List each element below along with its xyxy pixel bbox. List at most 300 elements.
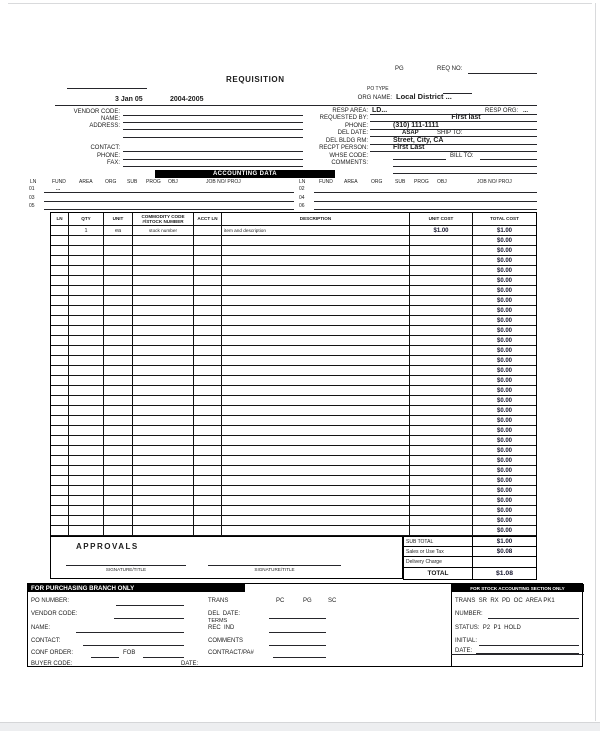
item-cell-qty[interactable] bbox=[69, 466, 104, 476]
item-cell-unit-cost[interactable] bbox=[410, 286, 473, 296]
item-cell-qty[interactable] bbox=[69, 336, 104, 346]
item-cell-total-cost[interactable]: $0.00 bbox=[473, 426, 536, 436]
po-number-field[interactable] bbox=[116, 605, 184, 606]
item-cell-qty[interactable] bbox=[69, 266, 104, 276]
item-cell-ln[interactable] bbox=[51, 266, 69, 276]
acct-col-area-left: AREA bbox=[79, 179, 93, 185]
item-cell-unit[interactable] bbox=[104, 246, 133, 256]
item-cell-unit[interactable] bbox=[104, 256, 133, 266]
item-cell-acct-ln[interactable] bbox=[194, 406, 222, 416]
item-cell-commodity[interactable] bbox=[133, 476, 194, 486]
item-cell-total-cost[interactable]: $0.00 bbox=[473, 446, 536, 456]
item-cell-acct-ln[interactable] bbox=[194, 456, 222, 466]
item-row bbox=[51, 326, 536, 336]
item-cell-unit[interactable] bbox=[104, 326, 133, 336]
item-cell-ln[interactable] bbox=[51, 276, 69, 286]
item-cell-ln[interactable] bbox=[51, 236, 69, 246]
item-cell-description[interactable] bbox=[222, 236, 410, 246]
acct-col-fund-left: FUND bbox=[52, 179, 66, 185]
item-cell-ln[interactable] bbox=[51, 446, 69, 456]
pb-contact-field[interactable] bbox=[83, 645, 184, 646]
item-cell-acct-ln[interactable] bbox=[194, 246, 222, 256]
item-cell-unit[interactable] bbox=[104, 476, 133, 486]
item-cell-commodity[interactable] bbox=[133, 306, 194, 316]
item-cell-commodity[interactable] bbox=[133, 356, 194, 366]
item-cell-unit[interactable] bbox=[104, 446, 133, 456]
item-cell-qty[interactable] bbox=[69, 246, 104, 256]
item-cell-acct-ln[interactable] bbox=[194, 296, 222, 306]
item-cell-unit[interactable] bbox=[104, 376, 133, 386]
item-cell-unit-cost[interactable] bbox=[410, 396, 473, 406]
item-cell-qty[interactable] bbox=[69, 396, 104, 406]
item-cell-ln[interactable] bbox=[51, 336, 69, 346]
item-cell-qty[interactable] bbox=[69, 486, 104, 496]
item-cell-ln[interactable] bbox=[51, 416, 69, 426]
comments-field-1[interactable] bbox=[393, 166, 537, 167]
item-cell-unit-cost[interactable] bbox=[410, 336, 473, 346]
delivery-charge-value[interactable] bbox=[473, 557, 536, 568]
item-cell-qty[interactable] bbox=[69, 296, 104, 306]
trans-code-sc[interactable]: SC bbox=[328, 598, 337, 604]
trans-code-pg[interactable]: PG bbox=[303, 598, 312, 604]
item-cell-unit[interactable] bbox=[104, 496, 133, 506]
item-cell-acct-ln[interactable] bbox=[194, 476, 222, 486]
item-cell-description[interactable] bbox=[222, 496, 410, 506]
item-cell-acct-ln[interactable] bbox=[194, 386, 222, 396]
item-cell-total-cost[interactable]: $0.00 bbox=[473, 396, 536, 406]
item-cell-ln[interactable] bbox=[51, 326, 69, 336]
item-cell-unit-cost[interactable] bbox=[410, 516, 473, 526]
item-cell-qty[interactable] bbox=[69, 326, 104, 336]
item-row bbox=[51, 226, 536, 236]
item-cell-ln[interactable] bbox=[51, 496, 69, 506]
item-cell-total-cost[interactable]: $0.00 bbox=[473, 266, 536, 276]
item-cell-qty[interactable] bbox=[69, 476, 104, 486]
item-cell-commodity[interactable] bbox=[133, 236, 194, 246]
item-cell-unit-cost[interactable] bbox=[410, 446, 473, 456]
item-cell-description[interactable] bbox=[222, 276, 410, 286]
item-cell-commodity[interactable] bbox=[133, 446, 194, 456]
item-cell-total-cost[interactable]: $0.00 bbox=[473, 306, 536, 316]
bill-to-field[interactable] bbox=[480, 159, 537, 160]
item-cell-commodity[interactable] bbox=[133, 276, 194, 286]
item-cell-acct-ln[interactable] bbox=[194, 516, 222, 526]
item-cell-unit[interactable] bbox=[104, 266, 133, 276]
item-cell-total-cost[interactable]: $0.00 bbox=[473, 256, 536, 266]
item-cell-commodity[interactable] bbox=[133, 386, 194, 396]
item-cell-ln[interactable] bbox=[51, 246, 69, 256]
item-cell-unit[interactable] bbox=[104, 396, 133, 406]
item-cell-acct-ln[interactable] bbox=[194, 466, 222, 476]
item-cell-description[interactable] bbox=[222, 286, 410, 296]
item-cell-unit[interactable] bbox=[104, 506, 133, 516]
item-cell-total-cost[interactable]: $0.00 bbox=[473, 366, 536, 376]
item-cell-unit[interactable] bbox=[104, 526, 133, 536]
item-cell-unit[interactable] bbox=[104, 316, 133, 326]
item-cell-unit-cost[interactable] bbox=[410, 426, 473, 436]
item-cell-unit[interactable] bbox=[104, 456, 133, 466]
item-cell-commodity[interactable] bbox=[133, 296, 194, 306]
req-no-field[interactable] bbox=[468, 73, 537, 74]
item-cell-unit-cost[interactable] bbox=[410, 506, 473, 516]
contract-pa-field[interactable] bbox=[273, 657, 326, 658]
item-cell-unit-cost[interactable] bbox=[410, 386, 473, 396]
purchasing-branch-bar bbox=[28, 584, 245, 592]
acct-line-05[interactable] bbox=[44, 209, 294, 210]
item-cell-description[interactable] bbox=[222, 326, 410, 336]
item-cell-commodity[interactable] bbox=[133, 466, 194, 476]
item-cell-unit[interactable] bbox=[104, 436, 133, 446]
item-cell-qty[interactable] bbox=[69, 316, 104, 326]
item-cell-commodity[interactable] bbox=[133, 316, 194, 326]
item-cell-commodity[interactable] bbox=[133, 526, 194, 536]
item-cell-description[interactable] bbox=[222, 266, 410, 276]
item-cell-total-cost[interactable]: $0.00 bbox=[473, 466, 536, 476]
item-cell-total-cost[interactable]: $0.00 bbox=[473, 406, 536, 416]
trans-code-pc[interactable]: PC bbox=[276, 598, 285, 604]
item-cell-total-cost[interactable]: $0.00 bbox=[473, 356, 536, 366]
item-cell-total-cost[interactable]: $0.00 bbox=[473, 476, 536, 486]
item-cell-description[interactable] bbox=[222, 476, 410, 486]
item-cell-commodity[interactable] bbox=[133, 456, 194, 466]
item-cell-total-cost[interactable]: $0.00 bbox=[473, 236, 536, 246]
item-cell-ln[interactable] bbox=[51, 466, 69, 476]
item-cell-qty[interactable] bbox=[69, 346, 104, 356]
stock-initial-label: INITIAL: bbox=[455, 638, 478, 644]
item-cell-qty[interactable] bbox=[69, 526, 104, 536]
item-cell-unit-cost[interactable] bbox=[410, 456, 473, 466]
item-cell-acct-ln[interactable] bbox=[194, 236, 222, 246]
item-cell-unit[interactable]: ea bbox=[104, 226, 133, 236]
item-cell-description[interactable] bbox=[222, 516, 410, 526]
header-blank-field[interactable] bbox=[67, 88, 147, 89]
item-cell-unit[interactable] bbox=[104, 386, 133, 396]
vendor-contact-field[interactable] bbox=[123, 151, 303, 152]
item-cell-unit-cost[interactable] bbox=[410, 346, 473, 356]
item-cell-unit-cost[interactable] bbox=[410, 436, 473, 446]
item-cell-description[interactable] bbox=[222, 336, 410, 346]
item-cell-unit[interactable] bbox=[104, 426, 133, 436]
item-cell-description[interactable] bbox=[222, 386, 410, 396]
item-cell-total-cost[interactable]: $0.00 bbox=[473, 326, 536, 336]
stock-initial-field[interactable] bbox=[479, 645, 579, 646]
pb-comments-field[interactable] bbox=[269, 645, 326, 646]
item-cell-commodity[interactable] bbox=[133, 516, 194, 526]
item-cell-unit-cost[interactable] bbox=[410, 356, 473, 366]
item-cell-ln[interactable] bbox=[51, 476, 69, 486]
item-cell-total-cost[interactable]: $0.00 bbox=[473, 486, 536, 496]
item-cell-unit[interactable] bbox=[104, 276, 133, 286]
item-cell-description[interactable] bbox=[222, 456, 410, 466]
acct-line-04[interactable] bbox=[314, 201, 537, 202]
item-cell-description[interactable] bbox=[222, 246, 410, 256]
item-cell-total-cost[interactable]: $0.00 bbox=[473, 526, 536, 536]
item-cell-unit[interactable] bbox=[104, 366, 133, 376]
item-cell-commodity[interactable] bbox=[133, 506, 194, 516]
item-cell-qty[interactable] bbox=[69, 496, 104, 506]
item-cell-unit-cost[interactable] bbox=[410, 256, 473, 266]
stock-accounting-title: FOR STOCK ACCOUNTING SECTION ONLY bbox=[470, 585, 565, 591]
item-cell-qty[interactable]: 1 bbox=[69, 226, 104, 236]
item-cell-commodity[interactable] bbox=[133, 326, 194, 336]
item-cell-unit-cost[interactable] bbox=[410, 406, 473, 416]
item-cell-total-cost[interactable]: $0.00 bbox=[473, 246, 536, 256]
item-cell-total-cost[interactable]: $0.00 bbox=[473, 336, 536, 346]
item-cell-ln[interactable] bbox=[51, 376, 69, 386]
item-cell-acct-ln[interactable] bbox=[194, 416, 222, 426]
item-cell-unit[interactable] bbox=[104, 336, 133, 346]
item-cell-acct-ln[interactable] bbox=[194, 496, 222, 506]
item-cell-acct-ln[interactable] bbox=[194, 326, 222, 336]
item-cell-acct-ln[interactable] bbox=[194, 226, 222, 236]
item-cell-unit-cost[interactable] bbox=[410, 306, 473, 316]
item-cell-total-cost[interactable]: $0.00 bbox=[473, 316, 536, 326]
item-cell-acct-ln[interactable] bbox=[194, 436, 222, 446]
item-cell-commodity[interactable] bbox=[133, 496, 194, 506]
item-cell-ln[interactable] bbox=[51, 506, 69, 516]
item-cell-qty[interactable] bbox=[69, 286, 104, 296]
item-cell-total-cost[interactable]: $0.00 bbox=[473, 296, 536, 306]
item-cell-qty[interactable] bbox=[69, 376, 104, 386]
acct-line-06[interactable] bbox=[314, 209, 537, 210]
item-cell-commodity[interactable] bbox=[133, 246, 194, 256]
vendor-fax-field[interactable] bbox=[123, 166, 303, 167]
item-cell-description[interactable] bbox=[222, 486, 410, 496]
item-cell-unit[interactable] bbox=[104, 236, 133, 246]
item-cell-unit-cost[interactable] bbox=[410, 376, 473, 386]
whse-code-field[interactable] bbox=[393, 159, 446, 160]
item-cell-acct-ln[interactable] bbox=[194, 336, 222, 346]
item-cell-commodity[interactable] bbox=[133, 346, 194, 356]
conf-order-field[interactable] bbox=[91, 657, 119, 658]
item-cell-unit-cost[interactable] bbox=[410, 266, 473, 276]
item-cell-ln[interactable] bbox=[51, 396, 69, 406]
item-cell-qty[interactable] bbox=[69, 446, 104, 456]
item-cell-total-cost[interactable]: $0.00 bbox=[473, 286, 536, 296]
item-cell-unit[interactable] bbox=[104, 356, 133, 366]
item-cell-unit-cost[interactable] bbox=[410, 366, 473, 376]
item-cell-acct-ln[interactable] bbox=[194, 356, 222, 366]
item-row bbox=[51, 356, 536, 366]
item-cell-description[interactable] bbox=[222, 366, 410, 376]
item-cell-total-cost[interactable]: $0.00 bbox=[473, 276, 536, 286]
item-cell-ln[interactable] bbox=[51, 366, 69, 376]
stock-date-field[interactable] bbox=[476, 653, 579, 654]
item-cell-unit[interactable] bbox=[104, 466, 133, 476]
item-cell-unit[interactable] bbox=[104, 346, 133, 356]
item-cell-description[interactable] bbox=[222, 526, 410, 536]
item-cell-qty[interactable] bbox=[69, 366, 104, 376]
item-cell-total-cost[interactable]: $0.00 bbox=[473, 346, 536, 356]
item-cell-total-cost[interactable]: $0.00 bbox=[473, 416, 536, 426]
item-cell-commodity[interactable] bbox=[133, 406, 194, 416]
item-cell-description[interactable] bbox=[222, 316, 410, 326]
item-cell-unit-cost[interactable] bbox=[410, 496, 473, 506]
item-cell-acct-ln[interactable] bbox=[194, 426, 222, 436]
item-cell-ln[interactable] bbox=[51, 256, 69, 266]
item-cell-commodity[interactable] bbox=[133, 416, 194, 426]
item-cell-acct-ln[interactable] bbox=[194, 316, 222, 326]
item-cell-qty[interactable] bbox=[69, 506, 104, 516]
item-cell-qty[interactable] bbox=[69, 306, 104, 316]
item-cell-acct-ln[interactable] bbox=[194, 346, 222, 356]
item-cell-total-cost[interactable]: $0.00 bbox=[473, 516, 536, 526]
item-row bbox=[51, 296, 536, 306]
item-cell-description[interactable] bbox=[222, 396, 410, 406]
item-cell-commodity[interactable] bbox=[133, 436, 194, 446]
header-unit-cost: UNIT COST bbox=[410, 213, 473, 226]
item-cell-qty[interactable] bbox=[69, 256, 104, 266]
rec-ind-field[interactable] bbox=[269, 632, 326, 633]
item-cell-total-cost[interactable]: $0.00 bbox=[473, 506, 536, 516]
item-cell-commodity[interactable] bbox=[133, 486, 194, 496]
item-cell-qty[interactable] bbox=[69, 416, 104, 426]
vendor-name-field[interactable] bbox=[123, 122, 303, 123]
item-cell-total-cost[interactable]: $0.00 bbox=[473, 496, 536, 506]
item-cell-ln[interactable] bbox=[51, 516, 69, 526]
item-cell-acct-ln[interactable] bbox=[194, 526, 222, 536]
vendor-code-field[interactable] bbox=[123, 115, 303, 116]
item-cell-description[interactable] bbox=[222, 436, 410, 446]
acct-line-02[interactable] bbox=[314, 192, 537, 193]
item-cell-unit-cost[interactable] bbox=[410, 526, 473, 536]
item-cell-unit[interactable] bbox=[104, 296, 133, 306]
item-cell-description[interactable] bbox=[222, 466, 410, 476]
item-cell-qty[interactable] bbox=[69, 236, 104, 246]
item-row bbox=[51, 386, 536, 396]
item-cell-qty[interactable] bbox=[69, 406, 104, 416]
item-cell-ln[interactable] bbox=[51, 286, 69, 296]
item-cell-ln[interactable] bbox=[51, 356, 69, 366]
item-cell-description[interactable] bbox=[222, 356, 410, 366]
item-cell-commodity[interactable]: stock number bbox=[133, 226, 194, 236]
item-cell-unit[interactable] bbox=[104, 286, 133, 296]
comments-field-2[interactable] bbox=[393, 173, 537, 174]
vendor-phone-field[interactable] bbox=[123, 159, 303, 160]
item-cell-unit-cost[interactable] bbox=[410, 476, 473, 486]
item-cell-unit-cost[interactable]: $1.00 bbox=[410, 226, 473, 236]
item-cell-ln[interactable] bbox=[51, 316, 69, 326]
item-cell-acct-ln[interactable] bbox=[194, 486, 222, 496]
item-cell-description[interactable] bbox=[222, 346, 410, 356]
item-cell-qty[interactable] bbox=[69, 356, 104, 366]
item-cell-unit[interactable] bbox=[104, 306, 133, 316]
item-cell-description[interactable] bbox=[222, 296, 410, 306]
signature-line-1[interactable] bbox=[66, 565, 186, 566]
item-cell-description[interactable] bbox=[222, 446, 410, 456]
pb-vendor-code-field[interactable] bbox=[114, 618, 184, 619]
item-cell-unit-cost[interactable] bbox=[410, 276, 473, 286]
item-cell-unit-cost[interactable] bbox=[410, 296, 473, 306]
item-cell-unit-cost[interactable] bbox=[410, 326, 473, 336]
item-cell-description[interactable] bbox=[222, 406, 410, 416]
item-cell-commodity[interactable] bbox=[133, 256, 194, 266]
item-cell-acct-ln[interactable] bbox=[194, 446, 222, 456]
item-cell-ln[interactable] bbox=[51, 456, 69, 466]
item-cell-unit-cost[interactable] bbox=[410, 246, 473, 256]
item-cell-acct-ln[interactable] bbox=[194, 376, 222, 386]
acct-line-01[interactable] bbox=[44, 192, 294, 193]
item-cell-commodity[interactable] bbox=[133, 266, 194, 276]
vendor-address-field-1[interactable] bbox=[123, 129, 303, 130]
item-cell-ln[interactable] bbox=[51, 426, 69, 436]
item-cell-total-cost[interactable]: $0.00 bbox=[473, 376, 536, 386]
fob-field[interactable] bbox=[143, 657, 184, 658]
item-cell-acct-ln[interactable] bbox=[194, 366, 222, 376]
item-cell-total-cost[interactable]: $0.00 bbox=[473, 456, 536, 466]
item-cell-commodity[interactable] bbox=[133, 376, 194, 386]
item-cell-acct-ln[interactable] bbox=[194, 276, 222, 286]
item-cell-unit-cost[interactable] bbox=[410, 486, 473, 496]
item-row bbox=[51, 366, 536, 376]
item-cell-description[interactable] bbox=[222, 506, 410, 516]
vendor-address-field-2[interactable] bbox=[123, 137, 303, 138]
item-cell-ln[interactable] bbox=[51, 406, 69, 416]
item-cell-unit-cost[interactable] bbox=[410, 466, 473, 476]
item-cell-acct-ln[interactable] bbox=[194, 506, 222, 516]
item-row bbox=[51, 456, 536, 466]
item-cell-commodity[interactable] bbox=[133, 396, 194, 406]
pb-name-field[interactable] bbox=[76, 632, 184, 633]
signature-line-2[interactable] bbox=[208, 565, 341, 566]
item-cell-description[interactable] bbox=[222, 256, 410, 266]
item-cell-unit[interactable] bbox=[104, 516, 133, 526]
item-cell-description[interactable] bbox=[222, 306, 410, 316]
pb-del-date-field[interactable] bbox=[269, 618, 326, 619]
item-cell-acct-ln[interactable] bbox=[194, 396, 222, 406]
item-cell-ln[interactable] bbox=[51, 226, 69, 236]
item-cell-unit[interactable] bbox=[104, 486, 133, 496]
item-cell-qty[interactable] bbox=[69, 456, 104, 466]
acct-line-03[interactable] bbox=[44, 201, 294, 202]
item-cell-acct-ln[interactable] bbox=[194, 266, 222, 276]
stock-number-field[interactable] bbox=[488, 618, 579, 619]
item-cell-unit-cost[interactable] bbox=[410, 416, 473, 426]
item-cell-description[interactable]: item and description bbox=[222, 226, 410, 236]
item-cell-description[interactable] bbox=[222, 426, 410, 436]
item-cell-ln[interactable] bbox=[51, 436, 69, 446]
recpt-person-label: RECPT PERSON: bbox=[319, 145, 368, 151]
item-cell-acct-ln[interactable] bbox=[194, 286, 222, 296]
item-cell-description[interactable] bbox=[222, 376, 410, 386]
item-cell-ln[interactable] bbox=[51, 346, 69, 356]
item-cell-unit[interactable] bbox=[104, 416, 133, 426]
item-cell-qty[interactable] bbox=[69, 516, 104, 526]
item-cell-qty[interactable] bbox=[69, 386, 104, 396]
item-cell-commodity[interactable] bbox=[133, 336, 194, 346]
item-cell-commodity[interactable] bbox=[133, 426, 194, 436]
item-cell-description[interactable] bbox=[222, 416, 410, 426]
item-cell-unit-cost[interactable] bbox=[410, 316, 473, 326]
item-cell-qty[interactable] bbox=[69, 426, 104, 436]
item-cell-acct-ln[interactable] bbox=[194, 306, 222, 316]
item-cell-ln[interactable] bbox=[51, 526, 69, 536]
item-cell-unit-cost[interactable] bbox=[410, 236, 473, 246]
item-cell-total-cost[interactable]: $0.00 bbox=[473, 386, 536, 396]
item-cell-acct-ln[interactable] bbox=[194, 256, 222, 266]
item-cell-ln[interactable] bbox=[51, 486, 69, 496]
item-cell-total-cost[interactable]: $1.00 bbox=[473, 226, 536, 236]
item-cell-ln[interactable] bbox=[51, 306, 69, 316]
item-cell-qty[interactable] bbox=[69, 436, 104, 446]
item-cell-ln[interactable] bbox=[51, 296, 69, 306]
item-cell-unit[interactable] bbox=[104, 406, 133, 416]
item-cell-commodity[interactable] bbox=[133, 366, 194, 376]
item-cell-commodity[interactable] bbox=[133, 286, 194, 296]
item-cell-qty[interactable] bbox=[69, 276, 104, 286]
item-cell-ln[interactable] bbox=[51, 386, 69, 396]
item-cell-total-cost[interactable]: $0.00 bbox=[473, 436, 536, 446]
